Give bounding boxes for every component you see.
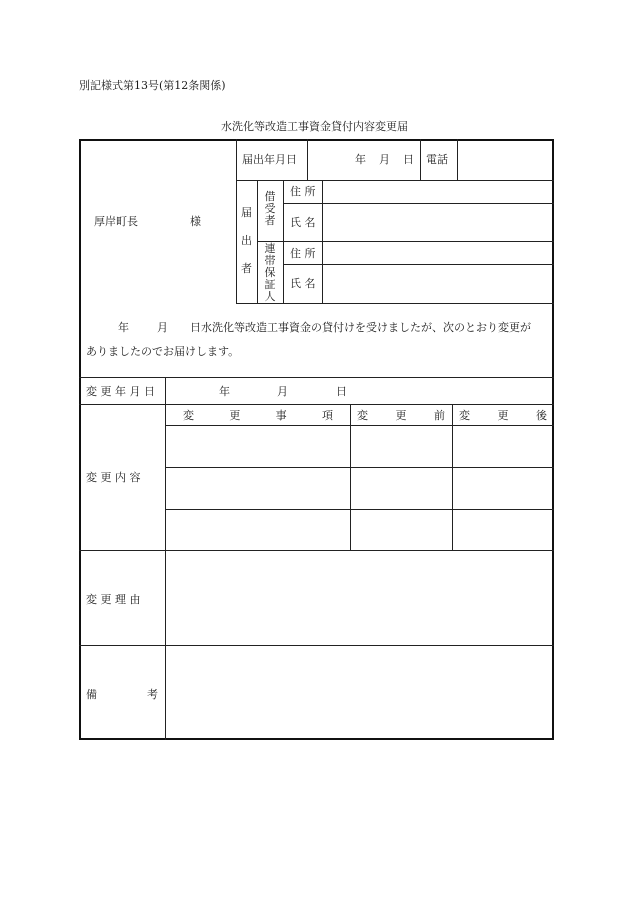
statement-month: 月 [157,321,168,334]
column-char: 変 [357,409,368,422]
notifier-char: 出 [241,234,252,247]
addressee-name: 厚岸町長 [94,215,138,228]
h-notifier-bottom [236,303,554,304]
h-borrower-bottom [257,241,554,242]
addressee-honorific: 様 [190,215,201,228]
column-char: 項 [321,409,333,422]
h-change-date-bottom [79,404,554,405]
notifier-label [236,199,257,283]
borrower-address-label: 住 所 [290,185,316,198]
borrower-name-label: 氏 名 [290,216,316,229]
h-content-row2 [165,509,554,510]
borrower-label [257,191,283,227]
column-char: 更 [395,409,407,422]
column-char: 更 [497,409,509,422]
notify-date-year: 年 [355,153,366,166]
column-before [357,410,445,421]
remarks-label-a: 備 [86,688,97,701]
v-field-label-right [322,180,323,303]
column-char: 更 [229,409,241,422]
v-before-left [350,404,351,550]
statement-line1: 日水洗化等改造工事資金の貸付けを受けましたが、次のとおり変更が [190,321,531,334]
phone-label: 電話 [426,153,448,166]
statement-line2: ありましたのでお届けします。 [86,345,240,358]
column-char: 後 [536,409,547,422]
change-date-day: 日 [336,385,347,398]
guarantor-address-label: 住 所 [290,247,316,260]
change-date-year: 年 [219,385,230,398]
v-date-label-right [307,139,308,180]
guarantor-name-label: 氏 名 [290,277,316,290]
change-content-label: 変 更 内 容 [86,471,141,484]
column-char: 変 [459,409,470,422]
guarantor-char: 帯 [264,254,276,267]
borrower-char: 受 [264,202,276,215]
v-after-left [452,404,453,550]
form-title: 水洗化等改造工事資金貸付内容変更届 [221,120,408,133]
change-reason-label: 変 更 理 由 [86,593,141,606]
form-table [79,139,554,740]
guarantor-label [257,243,283,303]
v-phone-right [457,139,458,180]
form-number: 別記様式第13号(第12条関係) [79,79,226,92]
statement-year: 年 [118,321,129,334]
notifier-char: 届 [241,206,252,219]
change-date-label: 変 更 年 月 日 [86,385,155,398]
column-change-item [183,410,333,421]
h-content-row1 [165,467,554,468]
notifier-char: 者 [241,262,252,275]
borrower-char: 借 [264,190,276,203]
change-date-month: 月 [277,385,288,398]
column-char: 事 [275,409,287,422]
h-content-bottom [79,550,554,551]
guarantor-char: 人 [264,290,276,303]
h-statement-bottom [79,377,554,378]
h-content-header [165,425,554,426]
guarantor-char: 証 [264,278,276,291]
v-phone-left [420,139,421,180]
guarantor-char: 保 [264,266,276,279]
h-guarantor-mid [283,264,554,265]
h-borrower-mid [283,203,554,204]
remarks-label-b: 考 [147,688,158,701]
v-subgroup-right [283,180,284,303]
column-char: 変 [183,409,194,422]
notify-date-month: 月 [379,153,390,166]
column-after [459,410,547,421]
column-char: 前 [434,409,445,422]
notify-date-day: 日 [403,153,414,166]
notify-date-label: 届出年月日 [242,153,297,166]
v-left-label-col [165,377,166,740]
guarantor-char: 連 [264,242,276,255]
borrower-char: 者 [264,214,276,227]
h-reason-bottom [79,645,554,646]
